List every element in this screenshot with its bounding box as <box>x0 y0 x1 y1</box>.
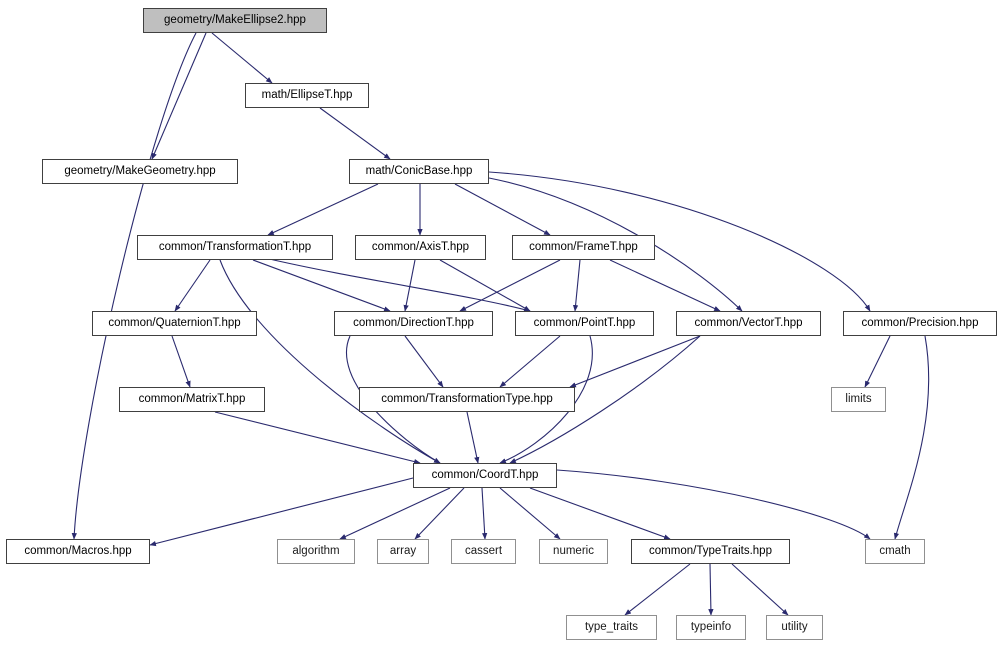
graph-edge <box>557 470 870 539</box>
graph-node-quaterniont[interactable]: common/QuaternionT.hpp <box>92 311 257 336</box>
graph-node-macros[interactable]: common/Macros.hpp <box>6 539 150 564</box>
graph-node-precision[interactable]: common/Precision.hpp <box>843 311 997 336</box>
graph-node-conicbase[interactable]: math/ConicBase.hpp <box>349 159 489 184</box>
graph-node-transformationtype[interactable]: common/TransformationType.hpp <box>359 387 575 412</box>
graph-node-matrixt[interactable]: common/MatrixT.hpp <box>119 387 265 412</box>
graph-edge <box>253 260 390 311</box>
graph-edge <box>865 336 890 387</box>
graph-node-algorithm[interactable]: algorithm <box>277 539 355 564</box>
graph-edge <box>268 184 378 235</box>
graph-edge <box>610 260 720 311</box>
graph-edge <box>212 33 272 83</box>
graph-edge <box>440 260 530 311</box>
graph-edge <box>710 564 711 615</box>
graph-edge <box>74 33 196 539</box>
graph-edge <box>320 108 390 159</box>
graph-edge <box>172 336 190 387</box>
graph-node-framet[interactable]: common/FrameT.hpp <box>512 235 655 260</box>
graph-node-axist[interactable]: common/AxisT.hpp <box>355 235 486 260</box>
graph-node-cassert[interactable]: cassert <box>451 539 516 564</box>
graph-edge <box>215 412 420 463</box>
graph-node-typeinfo[interactable]: typeinfo <box>676 615 746 640</box>
graph-node-typetraits_hpp[interactable]: common/TypeTraits.hpp <box>631 539 790 564</box>
graph-node-make_geometry[interactable]: geometry/MakeGeometry.hpp <box>42 159 238 184</box>
graph-edge <box>467 412 478 463</box>
graph-edge <box>220 260 440 463</box>
graph-node-transformationt[interactable]: common/TransformationT.hpp <box>137 235 333 260</box>
graph-edge <box>150 478 413 545</box>
graph-edge <box>405 336 443 387</box>
graph-node-make_ellipse2[interactable]: geometry/MakeEllipse2.hpp <box>143 8 327 33</box>
graph-node-coordt[interactable]: common/CoordT.hpp <box>413 463 557 488</box>
graph-edge <box>895 336 929 539</box>
graph-node-numeric[interactable]: numeric <box>539 539 608 564</box>
graph-edge <box>415 488 464 539</box>
graph-node-utility[interactable]: utility <box>766 615 823 640</box>
graph-edge <box>570 336 700 387</box>
graph-edge <box>575 260 580 311</box>
graph-edge <box>482 488 485 539</box>
graph-edge <box>175 260 210 311</box>
graph-node-limits[interactable]: limits <box>831 387 886 412</box>
graph-node-type_traits[interactable]: type_traits <box>566 615 657 640</box>
graph-edge <box>500 336 560 387</box>
graph-node-ellipset[interactable]: math/EllipseT.hpp <box>245 83 369 108</box>
graph-edge <box>625 564 690 615</box>
graph-node-directiont[interactable]: common/DirectionT.hpp <box>334 311 493 336</box>
graph-node-array[interactable]: array <box>377 539 429 564</box>
graph-edge <box>455 184 550 235</box>
graph-edge <box>340 488 450 539</box>
graph-node-vectort[interactable]: common/VectorT.hpp <box>676 311 821 336</box>
graph-edge <box>460 260 560 311</box>
graph-edge <box>732 564 788 615</box>
graph-edge <box>265 258 530 311</box>
graph-node-pointt[interactable]: common/PointT.hpp <box>515 311 654 336</box>
graph-edge <box>152 33 206 159</box>
graph-node-cmath[interactable]: cmath <box>865 539 925 564</box>
